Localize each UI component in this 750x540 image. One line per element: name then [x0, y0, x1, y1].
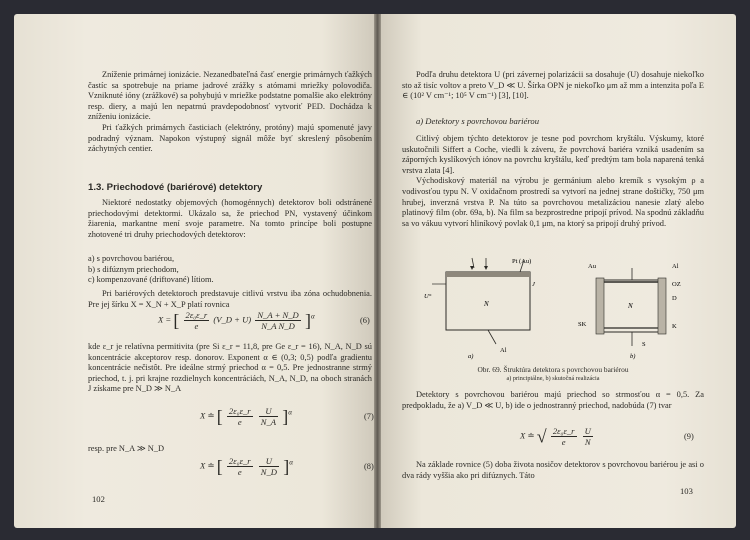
- svg-text:Pt (Au): Pt (Au): [512, 258, 532, 265]
- left-top-paragraphs: [88, 70, 372, 155]
- equation-number-9: (9): [684, 432, 694, 441]
- figure-caption: Obr. 69. Štruktúra detektora s povrchovou bariérou a) principiálne, b) skutočná realizácia: [477, 365, 629, 382]
- section-heading: 1.3. Priechodové (bariérové) detektory: [88, 182, 263, 193]
- svg-text:N: N: [484, 300, 489, 308]
- equation-number-7: (7): [364, 412, 374, 421]
- svg-text:Al: Al: [500, 347, 507, 354]
- svg-text:OZ: OZ: [672, 281, 681, 288]
- book-gutter: [374, 14, 381, 528]
- svg-text:SK: SK: [578, 321, 587, 328]
- paragraph-heavy-particles: Pri ťažkých primárnych časticiach (elektróny, protóny) majú spomenuté javy podradný význam. Napokon výstupný signál môže byť skreslený pôsobením záchytných centier.: [88, 122, 372, 154]
- paragraph-barrier: Pri bariérových detektoroch predstavuje citlivú vrstvu iba zóna ochudobnenia. Pre jej šírku X = X_N + X_P platí rovnica: [88, 289, 372, 309]
- right-para4-block: [402, 460, 704, 481]
- left-barrier-block: [88, 289, 372, 310]
- svg-text:S: S: [642, 341, 646, 348]
- right-body-block: [402, 134, 704, 229]
- list-item: b) s difúznym priechodom,: [88, 264, 179, 274]
- left-where-block: [88, 342, 372, 395]
- paragraph-voltage: Podľa druhu detektora U (pri závernej polarizácii sa dosahuje (U) dosahuje niekoľko sto až tisíc voltov a preto V_D ≪ U. Šírka OPN je niekoľko μm až mm a intenzita poľa E ∈ (10² V cm⁻¹; 10⁵ V cm⁻¹) [3], [10].: [402, 70, 704, 101]
- figure-69b: [578, 263, 681, 360]
- page-number-left: 102: [92, 494, 105, 504]
- paragraph-material: Východiskový materiál na výrobu je germánium alebo kremík s vysokým ρ a vodivosťou typu N. V oxidačnom prostredí sa vytvorí na jednej strane doštičky, 750 μm hrubej, inverzná vrstva P. Na túto sa povrchovou metalizáciou nanesie zlatý alebo platinový film (obr. 69a, b). Na film sa bezprostredne pripojí prívod. Na spodnú základňu sa vo vákuu vytvorí hliníkový povlak 0,1 μm, na ktorý sa pripojí druhý prívod.: [402, 176, 704, 228]
- equation-6: X = [ $\frac{\text{2ε₀ε\_r}}{e}$ (V_D + U) $\frac{N\_A + N\_D}{\text{N\_A N\_D}}$ ]$^\alpha$: [158, 310, 315, 331]
- right-para3-block: [402, 390, 704, 411]
- equation-number-6: (6): [360, 316, 370, 325]
- paragraph-lifetime: Na základe rovnice (5) doba života nosičov detektorov s povrchovou bariérou je asi o dva rády vyššia ako pri difúznych. Táto: [402, 460, 704, 480]
- resp-line: resp. pre N_A ≫ N_D: [88, 444, 164, 453]
- equation-number-8: (8): [364, 462, 374, 471]
- svg-text:D: D: [672, 295, 677, 302]
- detector-types-list: [88, 254, 372, 286]
- figure-a-label: a): [468, 353, 474, 360]
- equation-7: X ≐ [ $\frac{\text{2ε₀ε\_r}}{e}$ $\frac{U}{N\_A}$ ]$^\alpha$: [200, 406, 292, 427]
- figure-69a: [424, 258, 536, 360]
- list-item: c) kompenzované (driftované) lítiom.: [88, 275, 214, 285]
- paragraph-steepness: Detektory s povrchovou bariérou majú priechod so strmosťou α = 0,5. Za predpokladu, že a) V_D ≪ U, b) ide o jednostranný priechod, nadobúda (7) tvar: [402, 390, 704, 410]
- subsection-heading: a) Detektory s povrchovou bariérou: [416, 116, 539, 126]
- figure-69: [402, 254, 702, 362]
- paragraph-where: kde ε_r je relatívna permitivita (pre Si ε_r = 11,8, pre Ge ε_r = 16), N_A, N_D sú koncentrácie akceptorov resp. donorov. Exponent α ∈ (0,3; 0,5) podľa gradientu koncentrácie nečistôt. Pre ideálne strmý priechod α = 0,5. Pre jednostranne strmý priechod, t. j. pri krajne rozdielnych koncentráciách, N_A, N_D, na oboch stranách J získame pre N_D ≫ N_A: [88, 342, 372, 394]
- list-item: a) s povrchovou bariérou,: [88, 254, 175, 263]
- right-top-block: [402, 70, 704, 102]
- equation-9: X ≐ √ $\frac{\text{2ε₀ε\_r}}{e}$ $\frac{U}{N}$: [520, 426, 591, 447]
- svg-text:K: K: [672, 323, 677, 330]
- paragraph-ionization: Zníženie primárnej ionizácie. Nezanedbateľná časť energie primárnych ťažkých častíc sa spotrebuje na priame jadrové zrážky s atómami mriežky polovodiča. Vzniknuté ióny (zrážkové) sa pohybujú v mriežke podstatne pomalšie ako elektróny resp. diery, a majú len nepatrnú pravdepodobnosť vytvoriť PED. Dochádza k zníženiu ionizácie.: [88, 70, 372, 122]
- equation-8: X ≐ [ $\frac{\text{2ε₀ε\_r}}{e}$ $\frac{U}{N\_D}$ ]$^\alpha$: [200, 456, 293, 477]
- svg-text:N: N: [628, 302, 633, 310]
- svg-text:Au: Au: [588, 263, 596, 270]
- svg-text:Al: Al: [672, 263, 679, 270]
- svg-text:J: J: [532, 281, 535, 288]
- left-intro-block: [88, 198, 372, 240]
- paragraph-intro: Niektoré nedostatky objemových (homogénnych) detektorov boli odstránené priechodovými detektormi. Ukázalo sa, že priechod PN, vystavený účinkom žiarenia, markantne mení svoje parametre. Na tomto princípe boli postupne zhotovené tri druhy priechodových detektorov:: [88, 198, 372, 239]
- paragraph-sensitive-volume: Citlivý objem týchto detektorov je tesne pod povrchom kryštálu. Výskumy, ktoré uskutočnili Siffert a Coche, viedli k záveru, že povrchová bariéra vzniká usadením sa záporných kyslíkových iónov na povrchu kryštálu, keď predtým tam bola naparená tenká vrstva zlata [4].: [402, 134, 704, 175]
- page-number-right: 103: [680, 486, 693, 496]
- figure-b-label: b): [630, 353, 636, 360]
- svg-text:U°: U°: [424, 293, 432, 300]
